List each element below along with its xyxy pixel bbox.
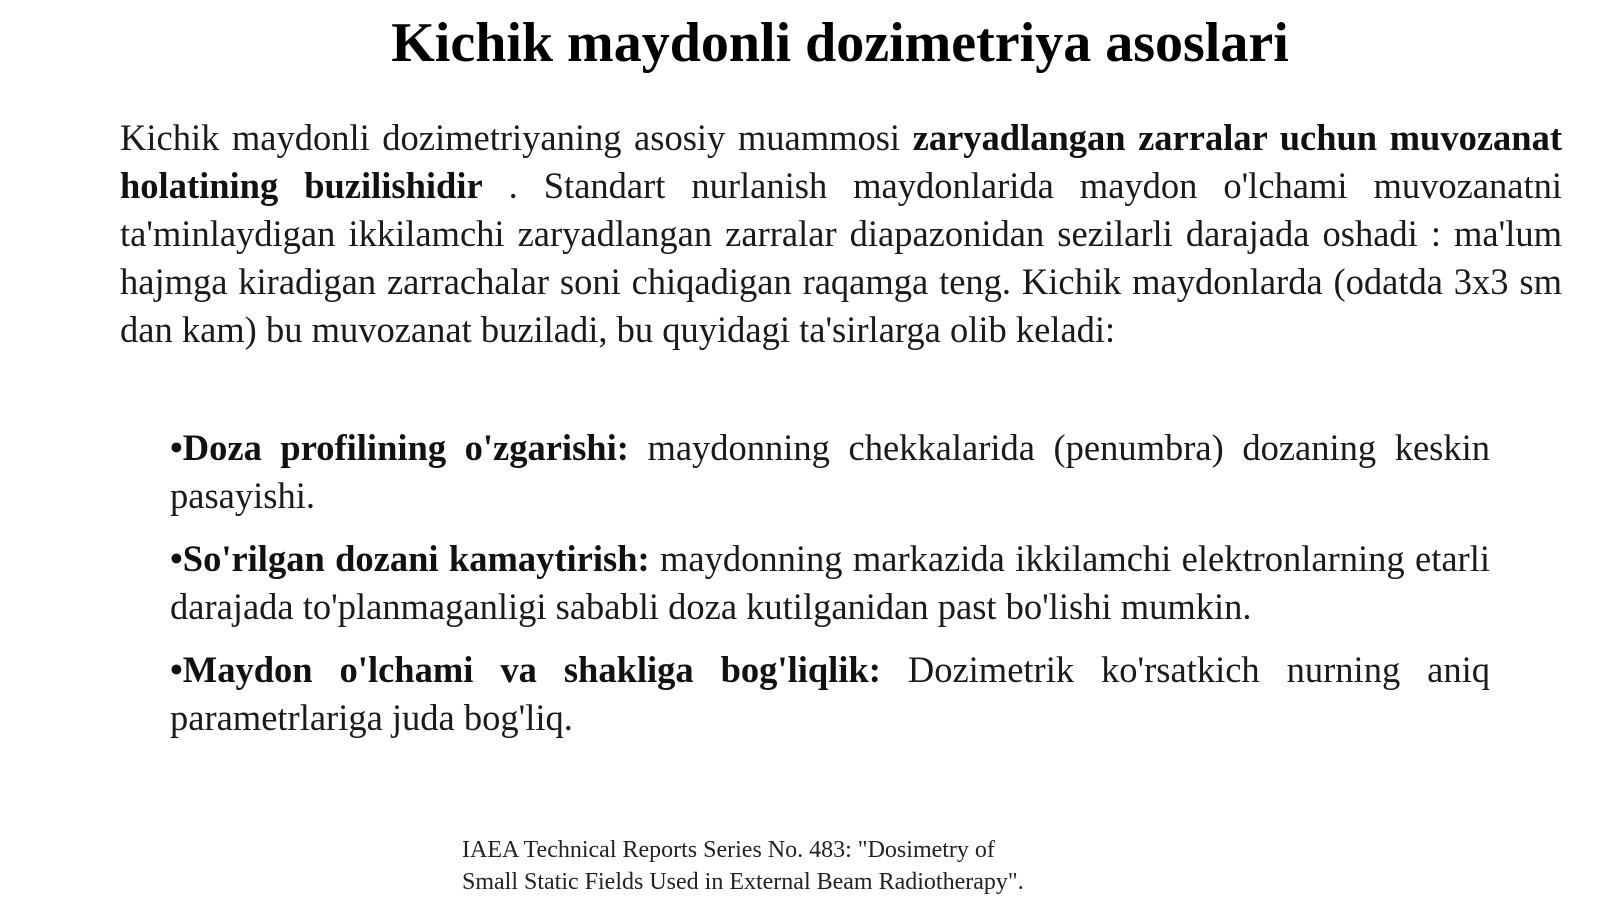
page-title: Kichik maydonli dozimetriya asoslari — [391, 12, 1289, 74]
intro-text-start: Kichik maydonli dozimetriyaning asosiy muammosi — [120, 117, 913, 158]
list-item — [170, 424, 1490, 520]
reference-citation — [462, 834, 1162, 898]
list-item-heading: •So'rilgan dozani kamaytirish: — [170, 538, 650, 579]
list-item-text: Dozimetrik ko'rsatkich nurning aniq parametrlariga juda bog'liq. — [170, 649, 1491, 738]
effects-list — [170, 424, 1490, 757]
list-item-text: maydonning chekkalarida (penumbra) dozaning keskin pasayishi. — [170, 427, 1490, 516]
list-item-heading: •Maydon o'lchami va shakliga bog'liqlik: — [170, 649, 881, 690]
list-item — [170, 646, 1490, 742]
intro-text-rest: . Standart nurlanish maydonlarida maydon o'lchami muvozanatni ta'minlaydigan ikkilamchi zaryadlangan zarralar diapazonidan sezilarli darajada oshadi : ma'lum hajmga kiradigan zarrachalar soni chiqadigan raqamga teng. Kichik maydonlarda (odatda 3x3 sm dan kam) bu muvozanat buziladi, bu quyidagi ta'sirlarga olib keladi: — [120, 165, 1562, 350]
reference-line-1: IAEA Technical Reports Series No. 483: "Dosimetry of — [462, 837, 995, 863]
intro-paragraph — [120, 114, 1562, 354]
list-item — [170, 535, 1490, 631]
reference-line-2: Small Static Fields Used in External Beam Radiotherapy". — [462, 869, 1024, 895]
list-item-heading: •Doza profilining o'zgarishi: — [170, 427, 629, 468]
list-item-text: maydonning markazida ikkilamchi elektronlarning etarli darajada to'planmaganligi sababli doza kutilganidan past bo'lishi mumkin. — [170, 538, 1490, 627]
intro-highlight: zaryadlangan zarralar uchun muvozanat holatining buzilishidir — [120, 117, 1562, 206]
